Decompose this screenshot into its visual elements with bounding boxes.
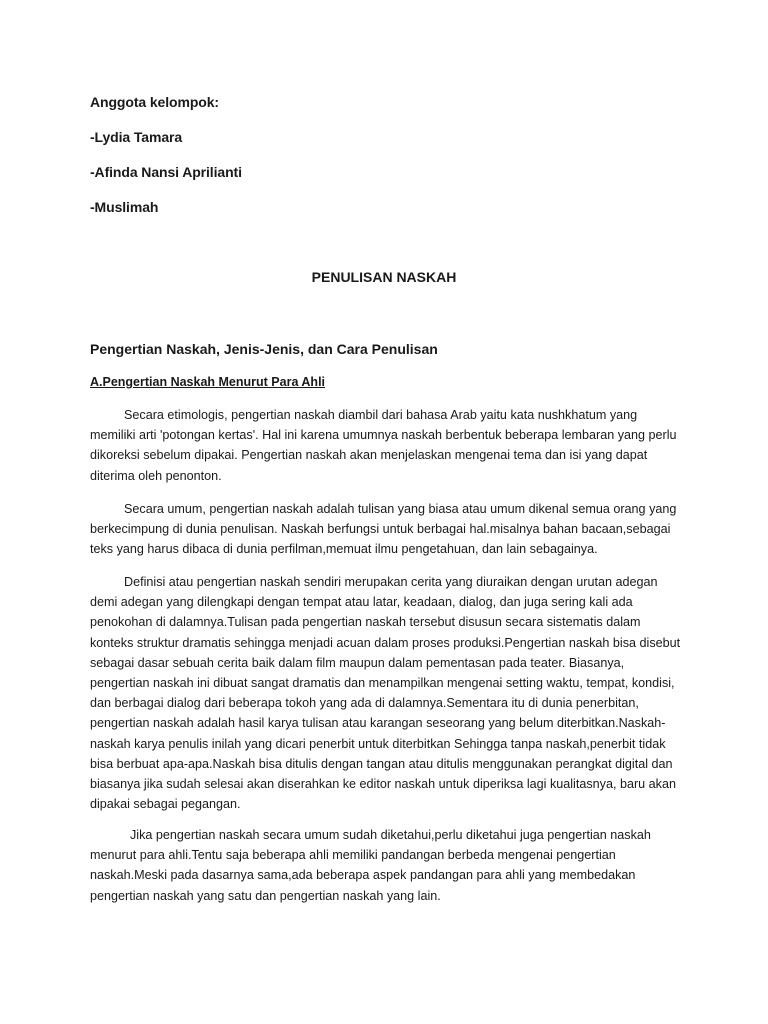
body-paragraph: Secara umum, pengertian naskah adalah tulisan yang biasa atau umum dikenal semua orang yang berkecimpung di dunia penulisan. Naskah berfungsi untuk berbagai hal.misalnya bahan bacaan,sebagai teks yang harus dibaca di dunia perfilman,memuat ilmu pengetahuan, dan lain sebagainya. <box>90 502 677 557</box>
document-title: PENULISAN NASKAH <box>311 269 457 285</box>
body-paragraph: Secara etimologis, pengertian naskah diambil dari bahasa Arab yaitu kata nushkhatum yang memiliki arti 'potongan kertas'. Hal ini karena umumnya naskah berbentuk beberapa lembaran yang perlu dikoreksi sebelum dipakai. Pengertian naskah akan menjelaskan mengenai tema dan isi yang dapat diterima oleh penonton. <box>90 408 677 483</box>
member-name: -Afinda Nansi Aprilianti <box>90 164 242 180</box>
section-heading: Pengertian Naskah, Jenis-Jenis, dan Cara Penulisan <box>90 341 438 357</box>
group-members-label: Anggota kelompok: <box>90 94 219 110</box>
body-paragraph: Jika pengertian naskah secara umum sudah diketahui,perlu diketahui juga pengertian naskah menurut para ahli.Tentu saja beberapa ahli memiliki pandangan berbeda mengenai pengertian naskah.Meski pada dasarnya sama,ada beberapa aspek pandangan para ahli yang membedakan pengertian naskah yang satu dan pengertian naskah yang lain. <box>90 828 651 903</box>
body-paragraph: Definisi atau pengertian naskah sendiri merupakan cerita yang diuraikan dengan urutan adegan demi adegan yang dilengkapi dengan tempat atau latar, keadaan, dialog, dan juga sering kali ada penokohan di dalamnya.Tulisan pada pengertian naskah tersebut disusun secara sistematis dalam konteks struktur dramatis sehingga menjadi acuan dalam proses produksi.Pengertian naskah bisa disebut sebagai dasar sebuah cerita baik dalam film maupun dalam pementasan pada teater. Biasanya, pengertian naskah ini dibuat sangat dramatis dan menampilkan mengenai setting waktu, tempat, kondisi, dan berbagai dialog dari beberapa tokoh yang ada di dalamnya.Sementara itu di dunia penerbitan, pengertian naskah adalah hasil karya tulisan atau karangan seseorang yang belum diterbitkan.Naskah-naskah karya penulis inilah yang dicari penerbit untuk diterbitkan Sehingga tanpa naskah,penerbit tidak bisa berbuat apa-apa.Naskah bisa ditulis dengan tangan atau ditulis menggunakan perangkat digital dan biasanya jika sudah selesai akan diserahkan ke editor naskah untuk diperiksa lagi kualitasnya, baru akan dipakai sebagai pegangan. <box>90 575 681 812</box>
member-name: -Muslimah <box>90 199 159 215</box>
member-name: -Lydia Tamara <box>90 129 183 145</box>
subsection-heading: A.Pengertian Naskah Menurut Para Ahli <box>90 375 326 389</box>
